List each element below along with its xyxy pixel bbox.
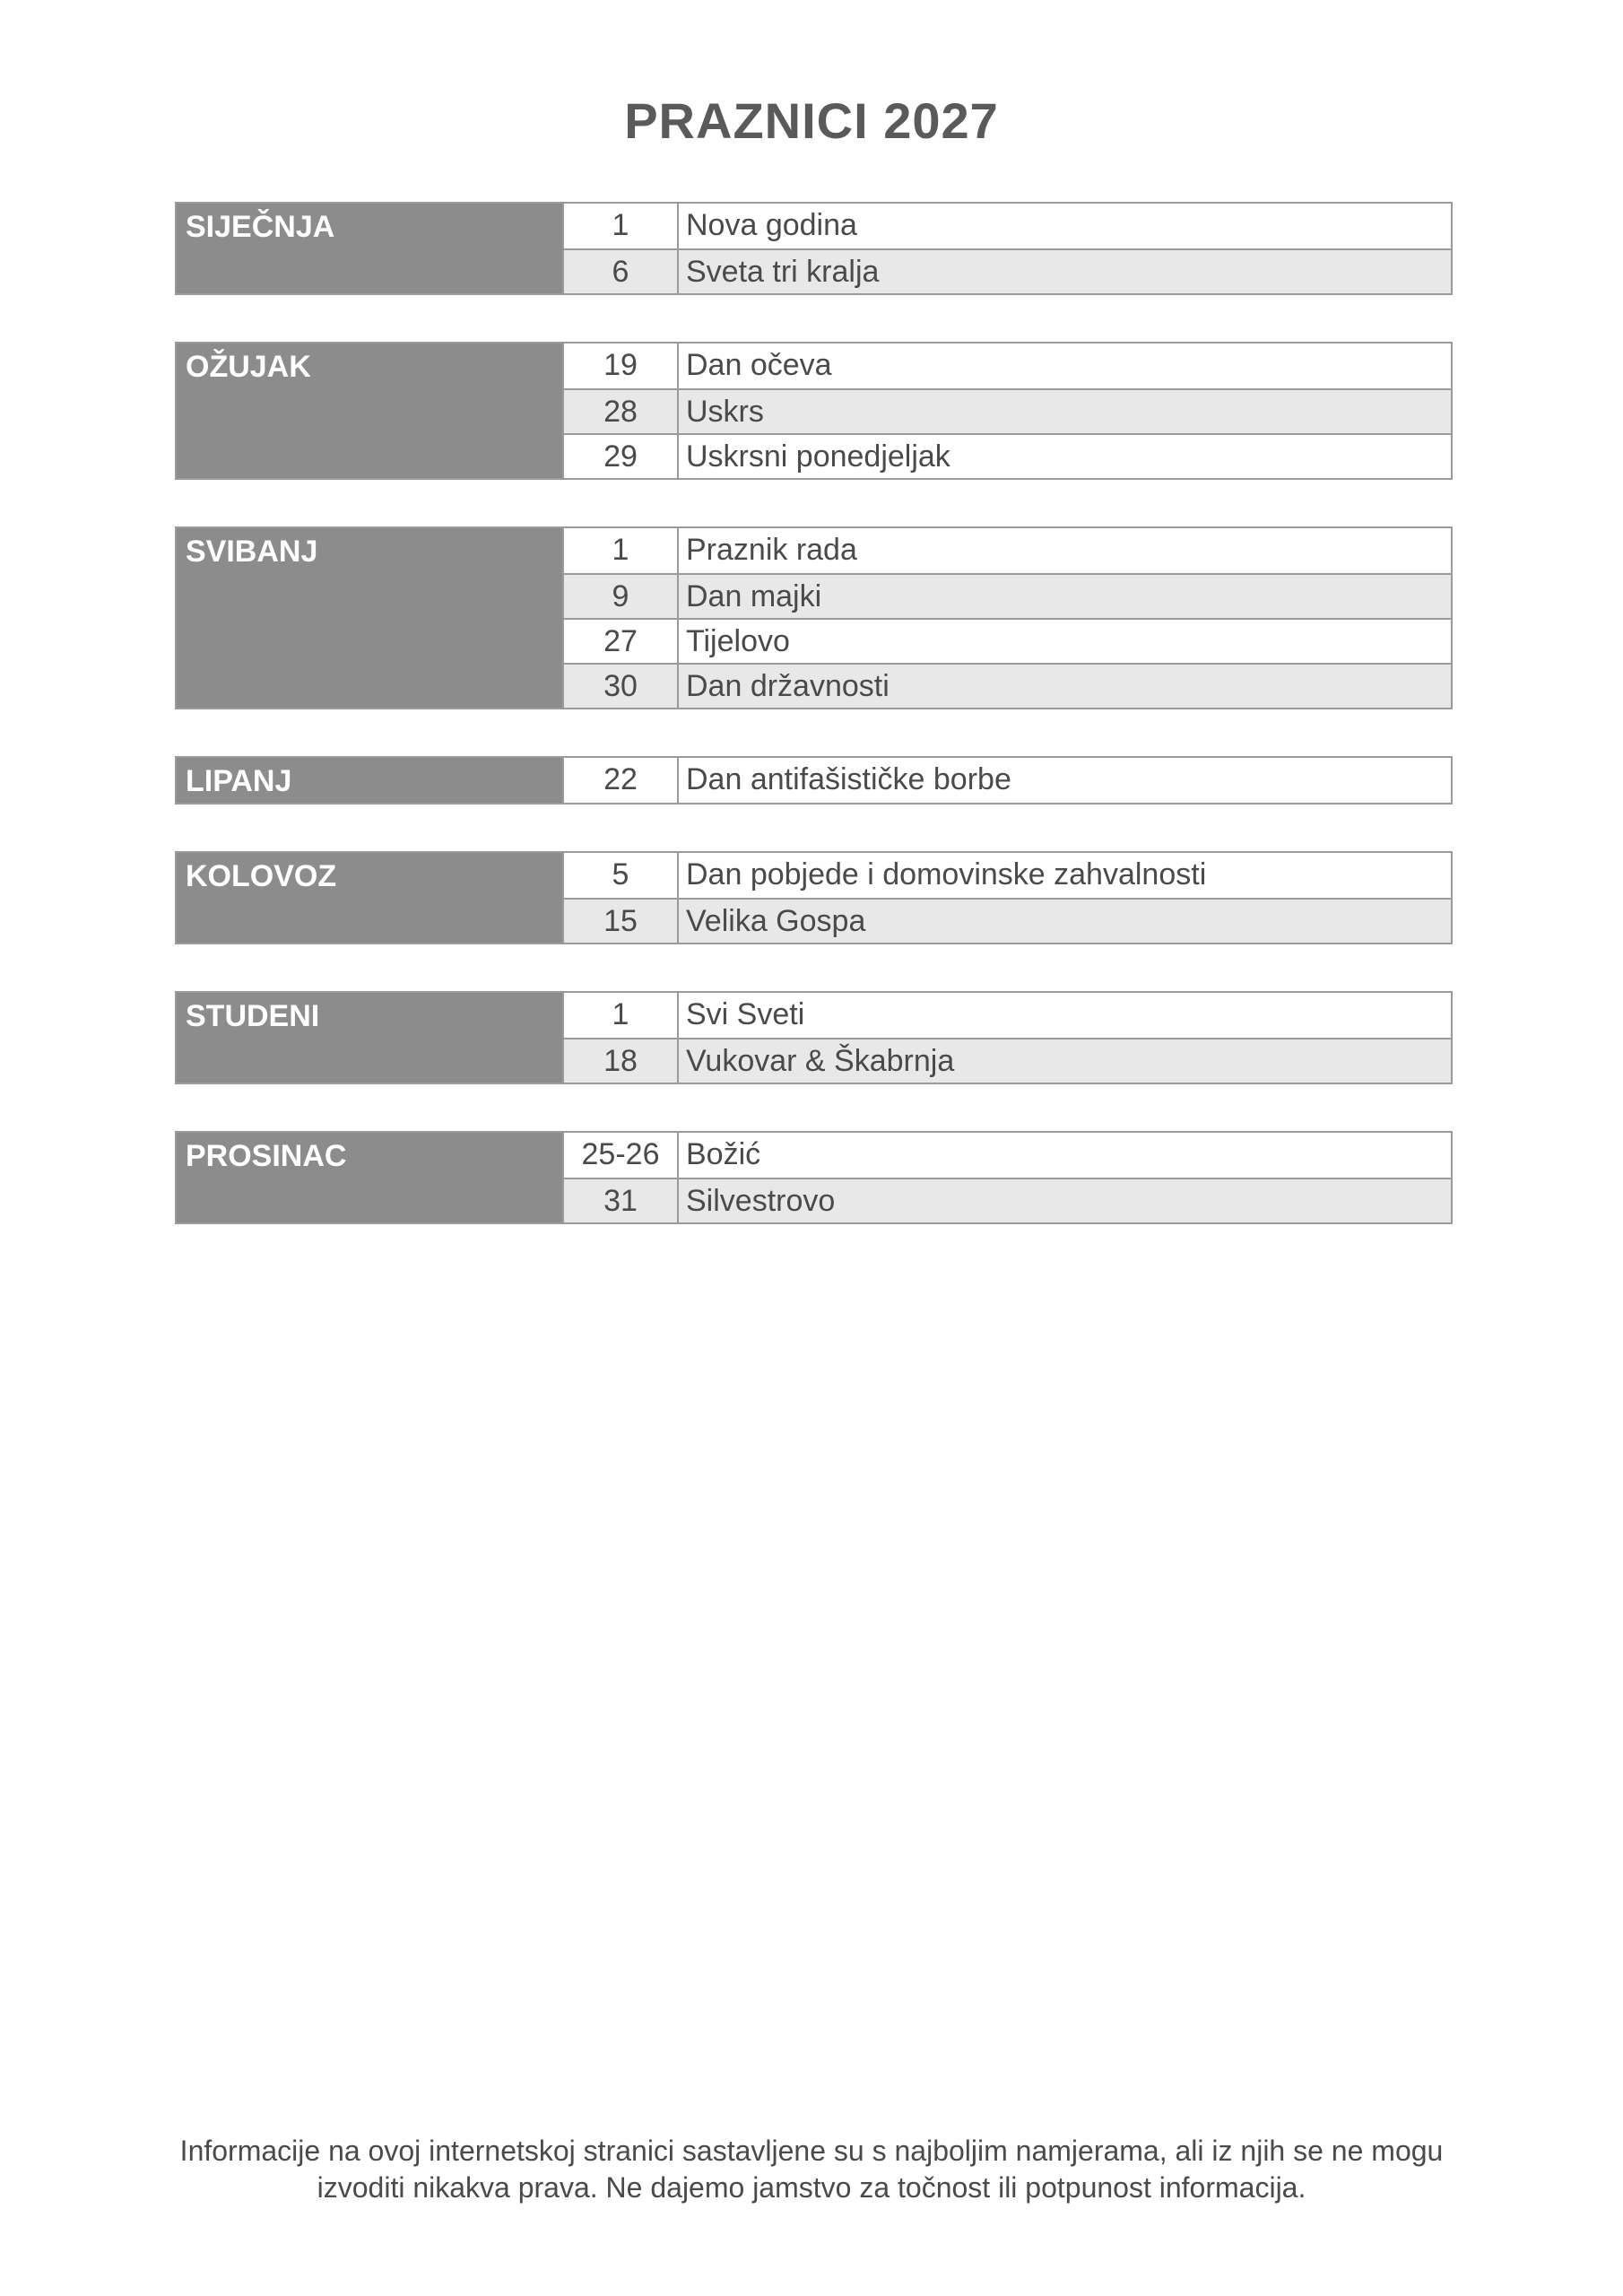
month-block [175, 756, 1453, 804]
holiday-name: Dan državnosti [686, 669, 890, 703]
holiday-name: Uskrsni ponedjeljak [686, 439, 950, 474]
holiday-name: Praznik rada [686, 533, 857, 567]
holiday-rows [564, 853, 1451, 943]
month-block [175, 1131, 1453, 1224]
holiday-day: 18 [564, 1039, 679, 1083]
month-block [175, 342, 1453, 480]
holiday-day: 28 [564, 390, 679, 433]
month-name: OŽUJAK [177, 344, 564, 478]
disclaimer-line-2: izvoditi nikakva prava. Ne dajemo jamstvo za točnost ili potpunost informacija. [317, 2171, 1306, 2204]
holiday-name: Velika Gospa [686, 904, 866, 938]
table-row [564, 1178, 1451, 1222]
holiday-rows [564, 204, 1451, 293]
holiday-rows [564, 993, 1451, 1083]
holiday-rows [564, 758, 1451, 803]
holiday-day: 6 [564, 250, 679, 293]
month-name: PROSINAC [177, 1133, 564, 1222]
page-title: PRAZNICI 2027 [624, 92, 999, 149]
month-block [175, 991, 1453, 1084]
holiday-day: 27 [564, 620, 679, 663]
table-row [564, 528, 1451, 573]
holiday-day: 1 [564, 993, 679, 1038]
month-name: SIJEČNJA [177, 204, 564, 293]
table-row [564, 248, 1451, 293]
table-row [564, 1038, 1451, 1083]
month-name: STUDENI [177, 993, 564, 1083]
holiday-rows [564, 344, 1451, 478]
holiday-name: Sveta tri kralja [686, 255, 880, 289]
month-name: LIPANJ [177, 758, 564, 803]
table-row [564, 853, 1451, 898]
table-row [564, 344, 1451, 388]
table-row [564, 204, 1451, 248]
holiday-name: Svi Sveti [686, 997, 805, 1031]
holiday-day: 9 [564, 575, 679, 618]
holiday-day: 1 [564, 528, 679, 573]
holiday-name: Tijelovo [686, 624, 790, 658]
holiday-name: Dan majki [686, 579, 822, 613]
holiday-day: 29 [564, 435, 679, 478]
table-row [564, 388, 1451, 433]
holiday-day: 30 [564, 665, 679, 708]
holiday-day: 22 [564, 758, 679, 803]
disclaimer-line-1: Informacije na ovoj internetskoj stranici sastavljene su s najboljim namjerama, ali iz njih se ne mogu [179, 2135, 1444, 2167]
holiday-name: Dan antifašističke borbe [686, 762, 1011, 796]
disclaimer [90, 2133, 1533, 2206]
holiday-name: Dan očeva [686, 348, 832, 382]
holiday-name: Vukovar & Škabrnja [686, 1044, 955, 1078]
holiday-name: Nova godina [686, 208, 857, 242]
holiday-rows [564, 528, 1451, 708]
month-name: SVIBANJ [177, 528, 564, 708]
holiday-day: 25-26 [564, 1133, 679, 1178]
table-row [564, 993, 1451, 1038]
holiday-day: 1 [564, 204, 679, 248]
holiday-day: 31 [564, 1179, 679, 1222]
table-row [564, 663, 1451, 708]
holiday-name: Božić [686, 1137, 761, 1171]
holiday-day: 15 [564, 900, 679, 943]
holiday-table [175, 202, 1453, 1271]
table-row [564, 618, 1451, 663]
table-row [564, 433, 1451, 478]
table-row [564, 573, 1451, 618]
table-row [564, 758, 1451, 803]
holiday-name: Uskrs [686, 395, 764, 429]
table-row [564, 898, 1451, 943]
holiday-rows [564, 1133, 1451, 1222]
month-block [175, 202, 1453, 295]
month-block [175, 526, 1453, 709]
holiday-day: 5 [564, 853, 679, 898]
holiday-day: 19 [564, 344, 679, 388]
month-block [175, 851, 1453, 944]
holiday-name: Silvestrovo [686, 1184, 836, 1218]
month-name: KOLOVOZ [177, 853, 564, 943]
table-row [564, 1133, 1451, 1178]
holiday-name: Dan pobjede i domovinske zahvalnosti [686, 857, 1207, 891]
